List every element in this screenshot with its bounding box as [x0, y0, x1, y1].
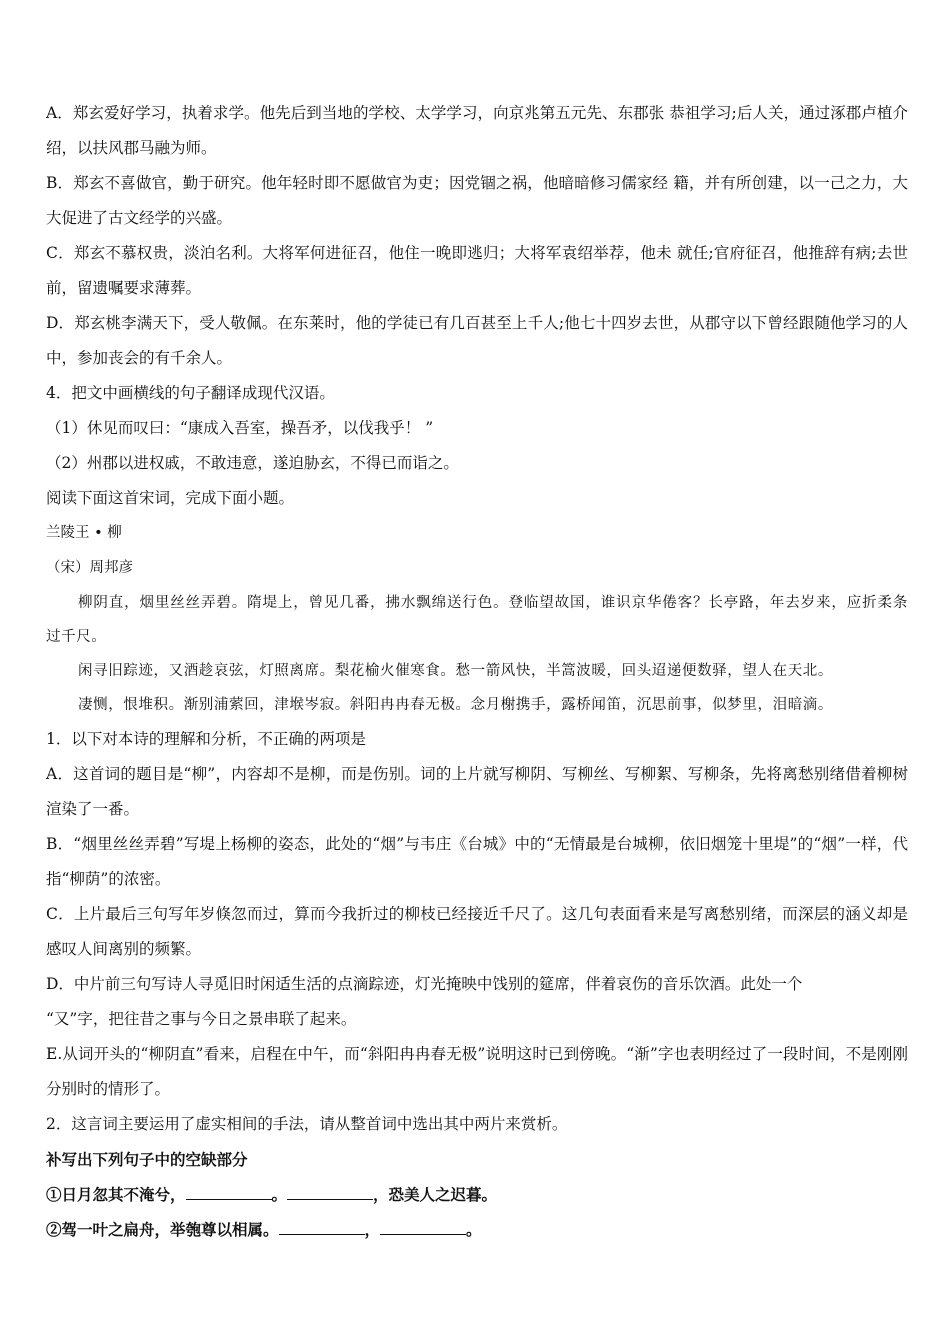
- poem-stanza-1: 柳阴直，烟里丝丝弄碧。隋堤上，曾见几番，拂水飘绵送行色。登临望故国，谁识京华倦客？长亭路，年去岁来，应折柔条过千尺。: [46, 595, 908, 645]
- q4-title: 4．把文中画横线的句子翻译成现代汉语。: [46, 384, 335, 402]
- fill-blanks-line-2: [46, 1212, 908, 1247]
- poem-q1-option-d-line1: D．中片前三句写诗人寻觅旧时闲适生活的点滴踪迹，灯光掩映中饯别的筵席，伴着哀伤的音乐饮酒。此处一个: [46, 975, 803, 993]
- fill-line-2-text-b: ，: [364, 1220, 381, 1239]
- answer-blank[interactable]: [279, 1218, 365, 1235]
- q3-option-c: C．郑玄不慕权贵，淡泊名利。大将军何进征召，他住一晚即逃归；大将军袁绍举荐，他未 就任;官府征召，他推辞有病;去世前，留遗嘱要求薄葬。: [46, 244, 908, 297]
- q3-option-a: A．郑玄爱好学习，执着求学。他先后到当地的学校、太学学习，向京兆第五元先、东郡张 恭祖学习;后人关，通过涿郡卢植介绍，以扶风郡马融为师。: [46, 104, 908, 157]
- q4-sentence-1: （1）休见而叹曰：“康成入吾室，操吾矛，以伐我乎！ ”: [46, 419, 434, 437]
- fill-blanks-title: 补写出下列句子中的空缺部分: [46, 1150, 248, 1169]
- poem-q1-option-c: C．上片最后三句写年岁倏忽而过，算而今我折过的柳枝已经接近千尺了。这几句表面看来是写离愁别绪，而深层的涵义却是感叹人间离别的频繁。: [46, 905, 908, 958]
- fill-line-2-text-c: 。: [466, 1220, 482, 1239]
- poem-q1-option-d-line2: “又”字，把往昔之事与今日之景串联了起来。: [46, 1010, 357, 1028]
- answer-blank[interactable]: [186, 1183, 272, 1200]
- poem-q1-option-b: B．“烟里丝丝弄碧”写堤上杨柳的姿态，此处的“烟”与韦庄《台城》中的“无情最是台城柳，依旧烟笼十里堤”的“烟”一样，代指“柳荫”的浓密。: [46, 835, 908, 888]
- poem-q1-option-e: E.从词开头的“柳阴直”看来，启程在中午，而“斜阳冉冉春无极”说明这时已到傍晚。“渐”字也表明经过了一段时间，不是刚刚分别时的情形了。: [46, 1045, 908, 1098]
- answer-blank[interactable]: [287, 1183, 373, 1200]
- q4-sentence-2: （2）州郡以进权戚，不敢违意，遂迫胁玄，不得已而诣之。: [46, 454, 459, 472]
- q3-option-b: B．郑玄不喜做官，勤于研究。他年轻时即不愿做官为吏；因党锢之祸，他暗暗修习儒家经 籍，并有所创建，以一己之力，大大促进了古文经学的兴盛。: [46, 174, 908, 227]
- answer-blank[interactable]: [380, 1218, 466, 1235]
- fill-line-1-text-c: ，恐美人之迟暮。: [373, 1185, 498, 1204]
- poem-q1-option-a: A．这首词的题目是“柳”，内容却不是柳，而是伤别。词的上片就写柳阴、写柳丝、写柳絮、写柳条，先将离愁别绪借着柳树渲染了一番。: [46, 765, 908, 818]
- fill-line-1-text-b: 。: [271, 1185, 288, 1204]
- poem-intro: 阅读下面这首宋词，完成下面小题。: [46, 489, 295, 507]
- fill-line-1-text-a: ①日月忽其不淹兮，: [46, 1185, 186, 1204]
- fill-blanks-line-1: [46, 1177, 908, 1212]
- document-page: [46, 96, 908, 1247]
- poem-title: 兰陵王 • 柳: [46, 525, 122, 541]
- q3-option-d: D．郑玄桃李满天下，受人敬佩。在东莱时，他的学徒已有几百甚至上千人;他七十四岁去世，从郡守以下曾经跟随他学习的人中，参加丧会的有千余人。: [46, 314, 908, 367]
- poem-stanza-3: 凄恻，恨堆积。渐别浦萦回，津堠岑寂。斜阳冉冉春无极。念月榭携手，露桥闻笛，沉思前事，似梦里，泪暗滴。: [78, 697, 833, 713]
- poem-q1-title: 1．以下对本诗的理解和分析，不正确的两项是: [46, 730, 366, 748]
- poem-author: （宋）周邦彦: [46, 560, 133, 576]
- poem-stanza-2: 闲寻旧踪迹，又酒趁哀弦，灯照离席。梨花榆火催寒食。愁一箭风快，半篙波暖，回头迢递便数驿，望人在天北。: [78, 663, 833, 679]
- fill-line-2-text-a: ②驾一叶之扁舟，举匏尊以相属。: [46, 1220, 279, 1239]
- poem-q2-title: 2．这言词主要运用了虚实相间的手法，请从整首词中选出其中两片来赏析。: [46, 1115, 568, 1133]
